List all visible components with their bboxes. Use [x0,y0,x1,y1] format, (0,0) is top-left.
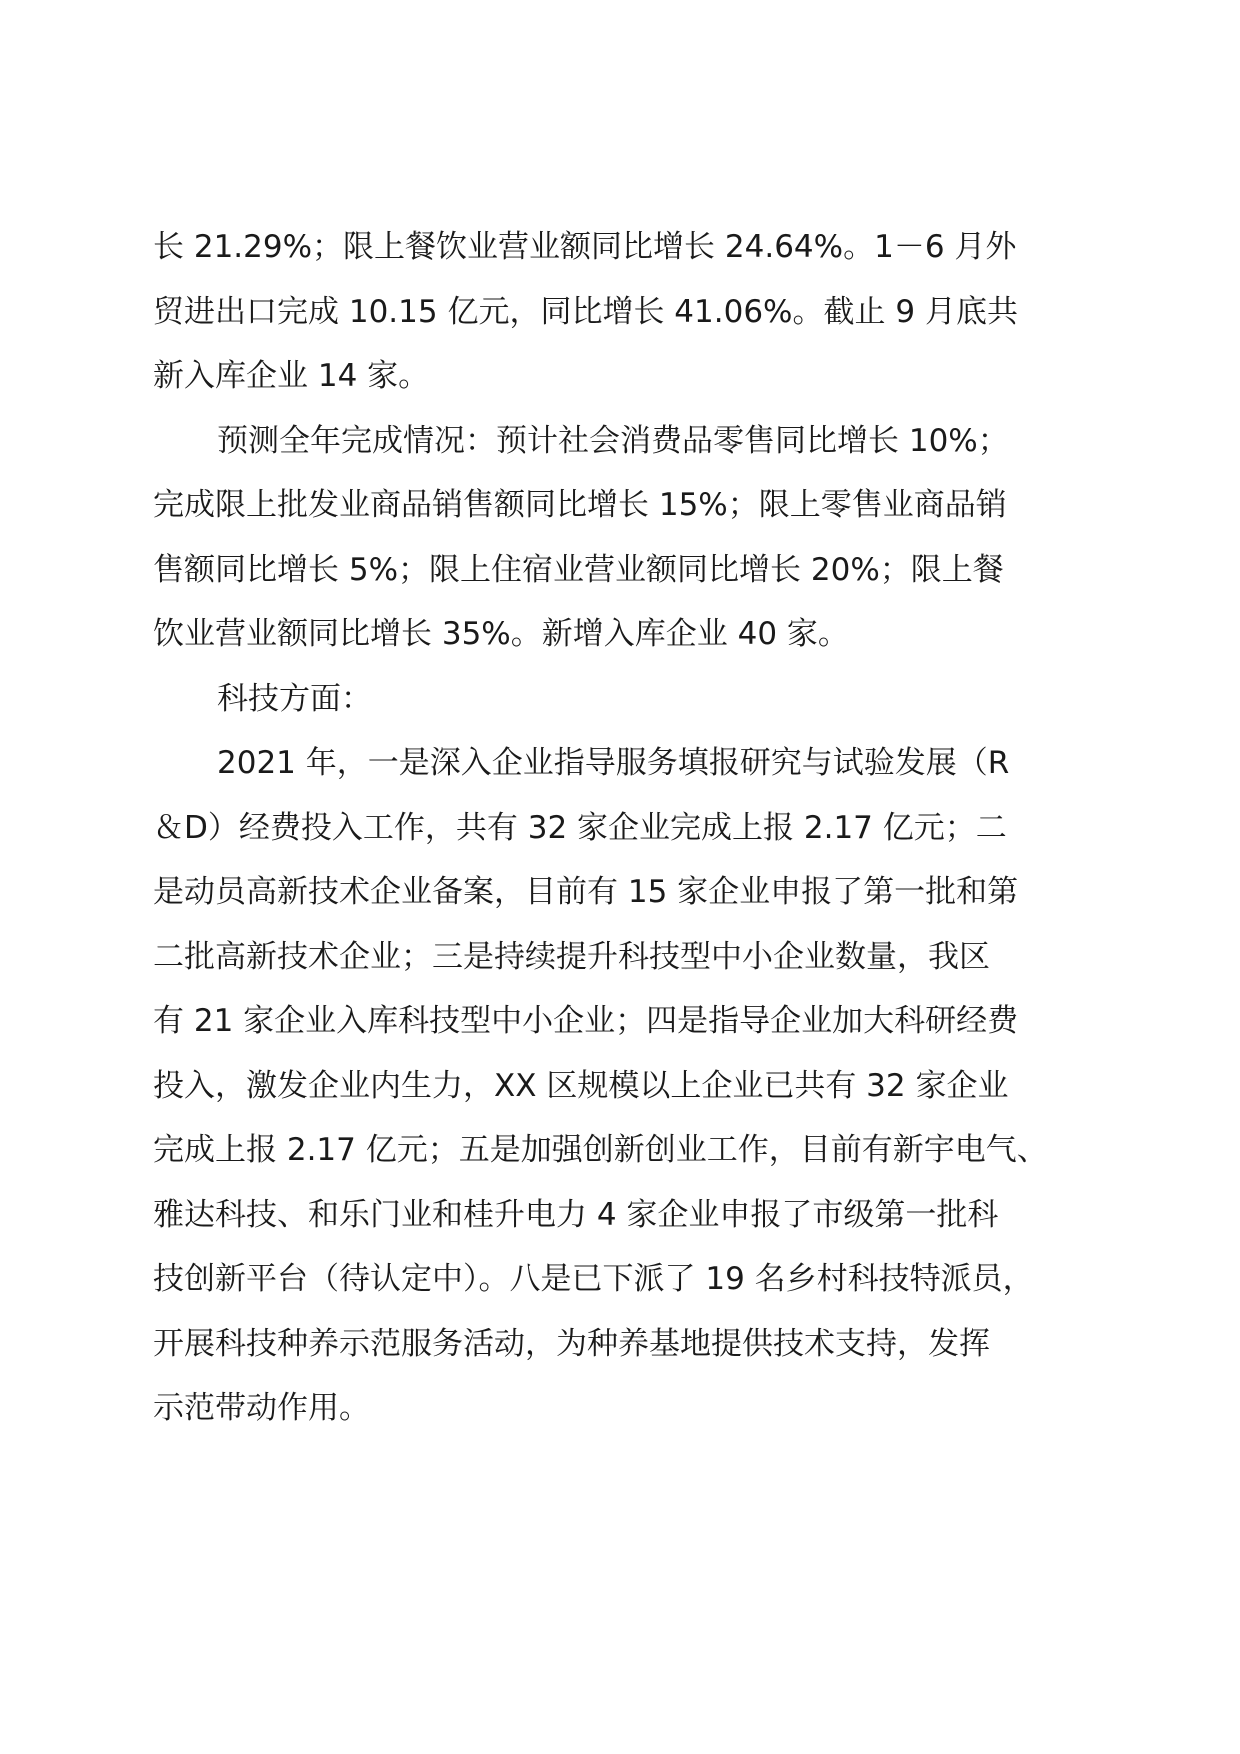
paragraph-technology-2021 [153,731,1093,1441]
text-line: 投入，激发企业内生力，XX 区规模以上企业已共有 32 家企业 [153,1067,1009,1104]
section-heading-technology [153,667,1093,732]
text-line: 是动员高新技术企业备案，目前有 15 家企业申报了第一批和第 [153,874,1019,910]
text-line: 饮业营业额同比增长 35%。新增入库企业 40 家。 [153,616,849,652]
text-line: 科技方面： [217,680,372,717]
text-line: ＆D）经费投入工作，共有 32 家企业完成上报 2.17 亿元；二 [153,809,1007,846]
paragraph-annual-forecast [153,409,1093,667]
text-line: 售额同比增长 5%；限上住宿业营业额同比增长 20%；限上餐 [153,551,1004,588]
text-line: 二批高新技术企业；三是持续提升科技型中小企业数量，我区 [153,938,990,975]
text-line: 贸进出口完成 10.15 亿元，同比增长 41.06%。截止 9 月底共 [153,293,1018,330]
text-line: 预测全年完成情况：预计社会消费品零售同比增长 10%； [217,422,1009,459]
text-line: 有 21 家企业入库科技型中小企业；四是指导企业加大科研经费 [153,1003,1019,1039]
text-line: 新入库企业 14 家。 [153,358,430,394]
text-line: 技创新平台（待认定中）。八是已下派了 19 名乡村科技特派员， [153,1261,1034,1297]
text-line: 完成上报 2.17 亿元；五是加强创新创业工作，目前有新宇电气、 [153,1132,1048,1168]
text-line: 完成限上批发业商品销售额同比增长 15%；限上零售业商品销 [153,487,1007,523]
document-body [153,215,1093,1441]
paragraph-trade-stats [153,215,1093,409]
text-line: 开展科技种养示范服务活动，为种养基地提供技术支持，发挥 [153,1325,990,1362]
text-line: 示范带动作用。 [153,1390,370,1426]
text-line: 长 21.29%；限上餐饮业营业额同比增长 24.64%。1－6 月外 [153,229,1017,265]
text-line: 雅达科技、和乐门业和桂升电力 4 家企业申报了市级第一批科 [153,1196,999,1233]
text-line: 2021 年，一是深入企业指导服务填报研究与试验发展（R [217,745,1010,781]
